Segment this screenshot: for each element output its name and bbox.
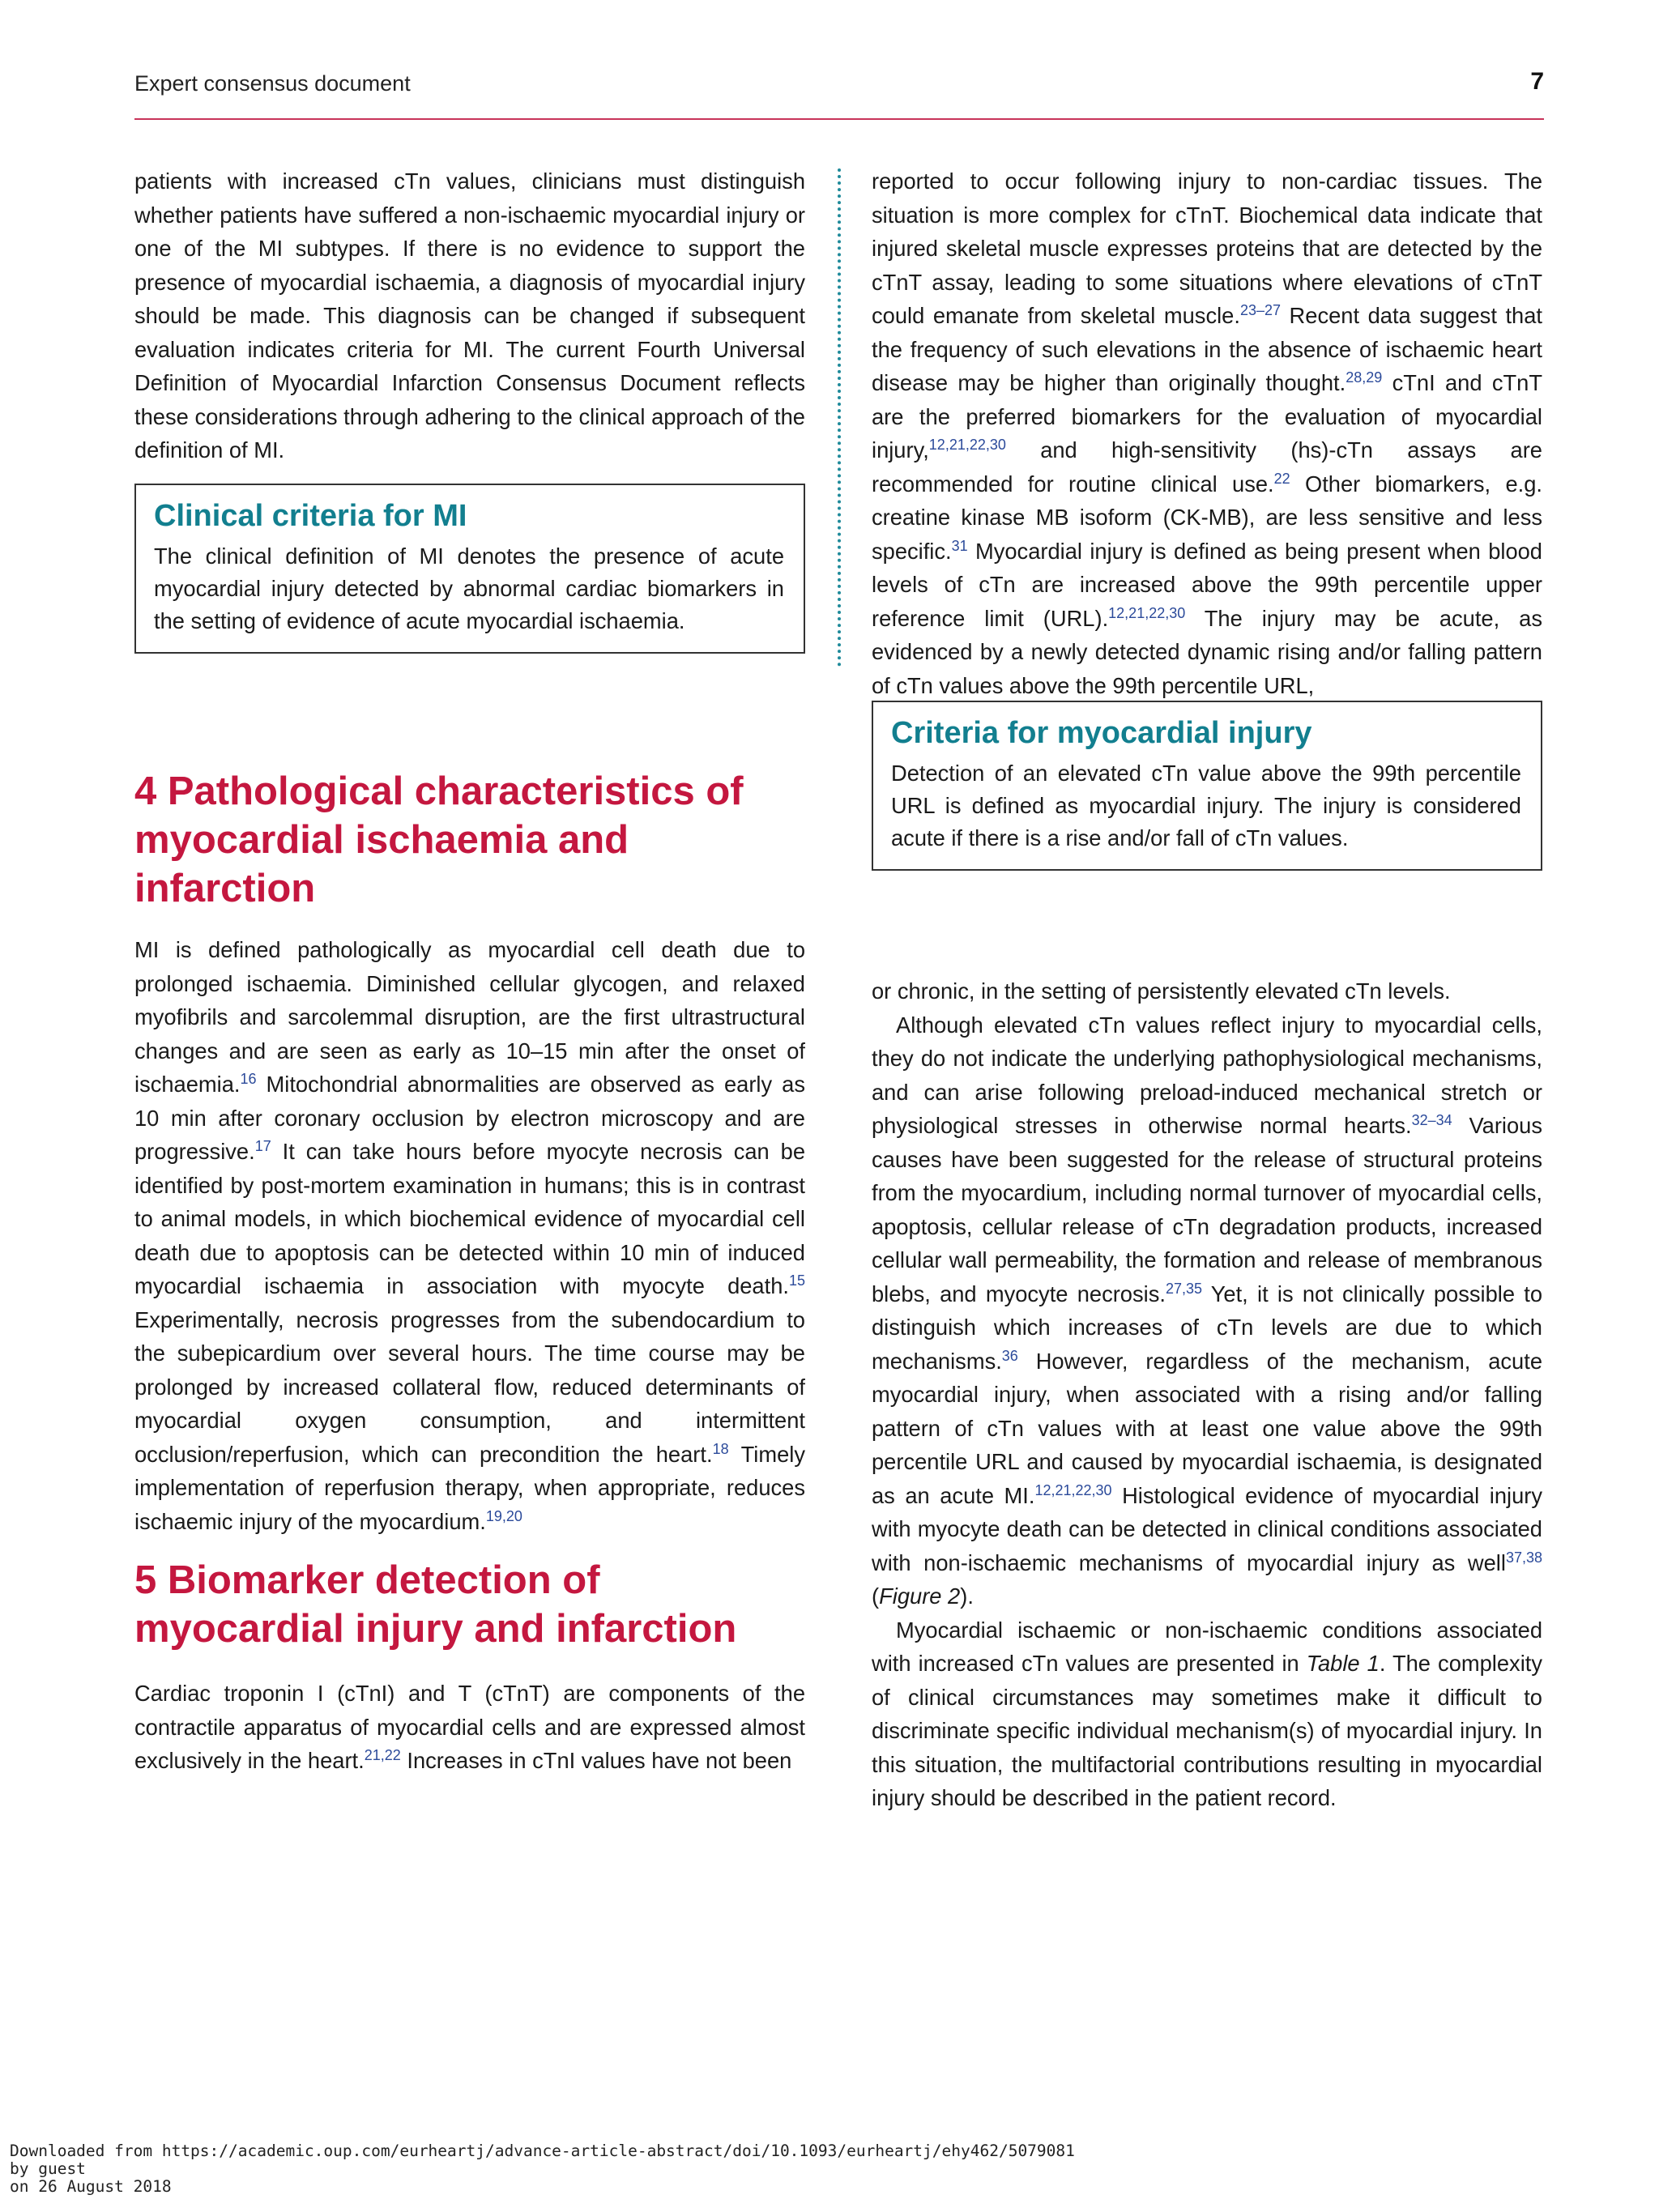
clinical-criteria-body: The clinical definition of MI denotes the presence of acute myocardial injury detected by abnormal cardiac biomarkers in the setting of evidence of acute myocardial ischaemia. <box>154 543 784 633</box>
citation-ref[interactable]: 32–34 <box>1411 1111 1452 1128</box>
header-rule <box>134 118 1544 120</box>
table-link[interactable]: Table 1 <box>1306 1651 1380 1676</box>
clinical-criteria-title: Clinical criteria for MI <box>154 499 467 533</box>
citation-ref[interactable]: 19,20 <box>485 1507 522 1524</box>
myocardial-injury-title: Criteria for myocardial injury <box>891 716 1312 750</box>
download-footer: Downloaded from https://academic.oup.com/eurheartj/advance-article-abstract/doi/10.1093/eurheartj/ehy462/5079081 by guest on 26 August 2018 <box>10 2142 1075 2196</box>
section-4-body: MI is defined pathologically as myocardial cell death due to prolonged ischaemia. Diminished cellular glycogen, and relaxed myofibrils and sarcolemmal disruption, are the first ultrastructural changes and are seen as early as 10–15 min after the onset of ischaemia.$^{16}$ Mitochondrial abnormalities are observed as early as 10 min after coronary occlusion by electron microscopy and are progressive.$^{17}$ It can take hours before myocyte necrosis can be identified by post-mortem examination in humans; this is in contrast to animal models, in which biochemical evidence of myocardial cell death due to apoptosis can be detected within 10 min of induced myocardial ischaemia in association with myocyte death.$^{15}$ Experimentally, necrosis progresses from the subendocardium to the subepicardium over several hours. The time course may be prolonged by increased collateral flow, reduced determinants of myocardial oxygen consumption, and intermittent occlusion/reperfusion, which can precondition the heart.$^{18}$ Timely implementation of reperfusion therapy, when appropriate, reduces ischaemic injury of the myocardium.$^{19,20}$ <box>134 937 806 1534</box>
running-title: Expert consensus document <box>134 71 411 96</box>
column-divider <box>838 168 841 667</box>
citation-ref[interactable]: 22 <box>1273 470 1290 487</box>
citation-ref[interactable]: 17 <box>254 1137 271 1154</box>
section-4-heading: 4 Pathological characteristics of myocardial ischaemia and infarction <box>134 769 744 910</box>
myocardial-injury-box <box>872 701 1542 871</box>
myocardial-injury-body: Detection of an elevated cTn value above the 99th percentile URL is defined as myocardial injury. The injury is considered acute if there is a rise and/or fall of cTn values. <box>891 761 1521 850</box>
citation-ref[interactable]: 36 <box>1001 1347 1018 1364</box>
clinical-criteria-box <box>134 484 805 654</box>
right-lower-text: or chronic, in the setting of persistently elevated cTn levels. Although elevated cTn values reflect injury to myocardial cells, they do not indicate the underlying pathophysiological mechanisms, and can arise following preload-induced mechanical stretch or physiological stresses in otherwise normal hearts.$^{32-34}$ Various causes have been suggested for the release of structural proteins from the myocardium, including normal turnover of myocardial cells, apoptosis, cellular release of cTn degradation products, increased cellular wall permeability, the formation and release of membranous blebs, and myocyte necrosis.$^{27,35}$ Yet, it is not clinically possible to distinguish which increases of cTn levels are due to which mechanisms.$^{36}$ However, regardless of the mechanism, acute myocardial injury, when associated with a rising and/or falling pattern of cTn values with at least one value above the 99th percentile URL and caused by myocardial ischaemia, is designated as an acute MI.$^{12,21,22,30}$ Histological evidence of myocardial injury with myocyte death can be detected in clinical conditions associated with non-ischaemic mechanisms of myocardial injury as well$^{37,38}$ (Figure 2). Myocardial ischaemic or non-ischaemic conditions associated with increased cTn values are presented in Table 1. The complexity of clinical circumstances may sometimes make it difficult to discriminate specific individual mechanism(s) of myocardial injury. In this situation, the multifactorial contributions resulting in myocardial injury should be described in the patient record. <box>872 978 1542 1810</box>
citation-ref[interactable]: 37,38 <box>1505 1549 1542 1566</box>
citation-ref[interactable]: 23–27 <box>1239 301 1281 318</box>
citation-ref[interactable]: 12,21,22,30 <box>928 436 1006 453</box>
citation-ref[interactable]: 21,22 <box>364 1746 401 1763</box>
figure-link[interactable]: Figure 2 <box>879 1583 961 1609</box>
citation-ref[interactable]: 16 <box>240 1070 257 1087</box>
citation-ref[interactable]: 12,21,22,30 <box>1034 1481 1112 1498</box>
citation-ref[interactable]: 12,21,22,30 <box>1108 604 1186 621</box>
right-top-paragraph: reported to occur following injury to non-cardiac tissues. The situation is more complex for cTnT. Biochemical data indicate that injured skeletal muscle expresses proteins that are detected by the cTnT assay, leading to some situations where elevations of cTnT could emanate from skeletal muscle.$^{23-27}$ Recent data suggest that the frequency of such elevations in the absence of ischaemic heart disease may be higher than originally thought.$^{28,29}$ cTnI and cTnT are the preferred biomarkers for the evaluation of myocardial injury,$^{12,21,22,30}$ and high-sensitivity (hs)-cTn assays are recommended for routine clinical use.$^{22}$ Other biomarkers, e.g. creatine kinase MB isoform (CK-MB), are less sensitive and less specific.$^{31}$ Myocardial injury is defined as being present when blood levels of cTn are increased above the 99th percentile upper reference limit (URL).$^{12,21,22,30}$ The injury may be acute, as evidenced by a newly detected dynamic rising and/or falling pattern of cTn values above the 99th percentile URL, <box>872 168 1543 698</box>
citation-ref[interactable]: 15 <box>788 1272 805 1289</box>
left-intro-paragraph: patients with increased cTn values, clinicians must distinguish whether patients have suffered a non-ischaemic myocardial injury or one of the MI subtypes. If there is no evidence to support the presence of myocardial ischaemia, a diagnosis of myocardial injury should be made. This diagnosis can be changed if subsequent evaluation indicates criteria for MI. The current Fourth Universal Definition of Myocardial Infarction Consensus Document reflects these considerations through adhering to the clinical approach of the definition of MI. <box>134 168 805 462</box>
citation-ref[interactable]: 27,35 <box>1165 1280 1202 1297</box>
section-5-heading: 5 Biomarker detection of myocardial injury and infarction <box>134 1558 737 1651</box>
citation-ref[interactable]: 31 <box>951 537 968 554</box>
citation-ref[interactable]: 18 <box>712 1440 729 1457</box>
citation-ref[interactable]: 28,29 <box>1346 369 1383 386</box>
page-number: 7 <box>1530 68 1544 95</box>
section-5-body: Cardiac troponin I (cTnI) and T (cTnT) are components of the contractile apparatus of myocardial cells and are expressed almost exclusively in the heart.$^{21,22}$ Increases in cTnI values have not been <box>134 1681 805 1773</box>
